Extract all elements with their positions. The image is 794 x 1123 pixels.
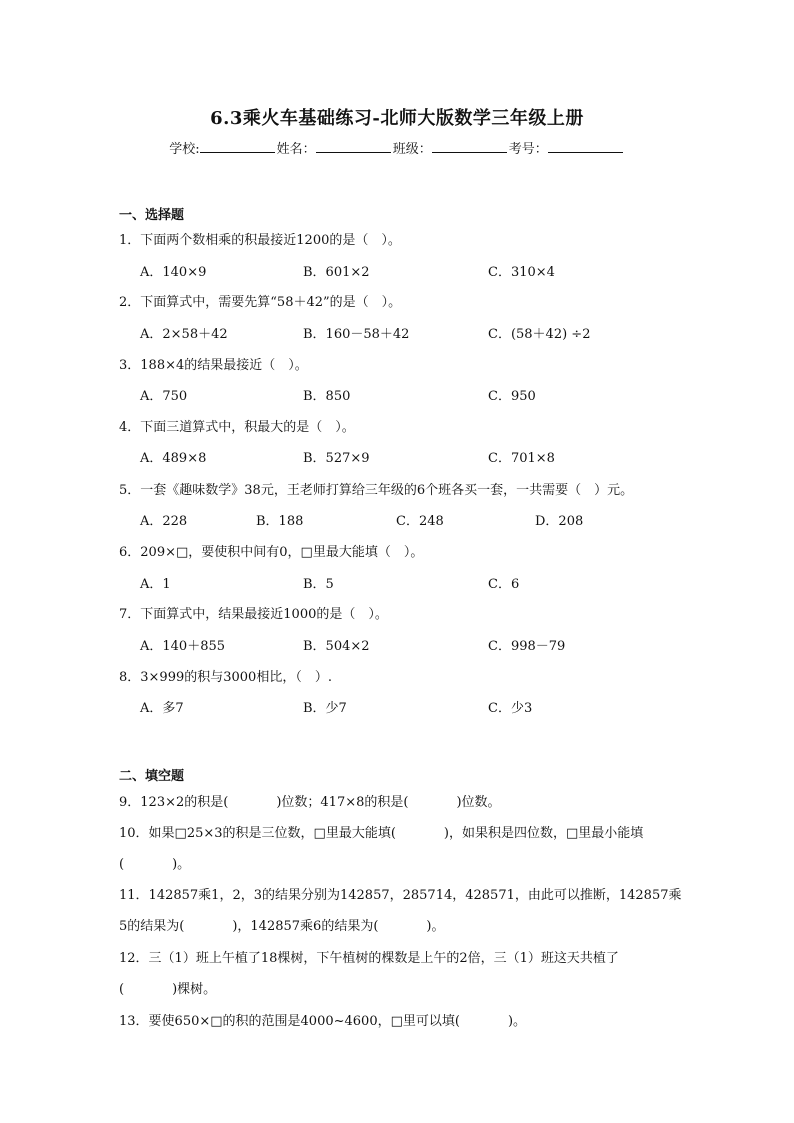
option-5c: C．248 xyxy=(396,514,444,529)
q9-part2: )位数；417×8的积是( xyxy=(276,795,409,810)
q11-part4: )。 xyxy=(426,919,445,934)
option-4c: C．701×8 xyxy=(488,451,555,466)
name-label: 姓名： xyxy=(276,142,316,157)
option-1a: A．140×9 xyxy=(140,265,207,280)
question-10-line2 xyxy=(119,853,190,872)
section-heading-fill: 二、填空题 xyxy=(119,769,185,784)
question-12-line2 xyxy=(119,978,216,997)
question-5: 5．一套《趣味数学》38元，王老师打算给三年级的6个班各买一套，一共需要（ ）元。 xyxy=(119,483,634,498)
option-4a: A．489×8 xyxy=(140,451,207,466)
question-3: 3．188×4的结果最接近（ ）。 xyxy=(119,358,308,373)
q13-part2: )。 xyxy=(507,1014,527,1029)
option-7a: A．140＋855 xyxy=(140,639,226,654)
option-2b: B．160－58＋42 xyxy=(303,327,410,342)
option-5b: B．188 xyxy=(256,514,304,529)
question-7: 7．下面算式中，结果最接近1000的是（ ）。 xyxy=(119,607,388,622)
page-title: 6.3乘火车基础练习-北师大版数学三年级上册 xyxy=(210,108,584,129)
q10-part2: )，如果积是四位数，□里最小能填 xyxy=(443,826,644,841)
question-6: 6．209×□，要使积中间有0，□里最大能填（ ）。 xyxy=(119,545,424,560)
question-13 xyxy=(119,1010,526,1029)
name-blank[interactable] xyxy=(316,140,391,153)
option-8b: B．少7 xyxy=(303,701,347,716)
option-7b: B．504×2 xyxy=(303,639,370,654)
question-10-line1 xyxy=(119,822,643,841)
q12-part3: )棵树。 xyxy=(172,982,217,997)
school-blank[interactable] xyxy=(200,140,275,153)
option-5d: D．208 xyxy=(535,514,584,529)
school-label: 学校: xyxy=(169,142,200,157)
question-1: 1．下面两个数相乘的积最接近1200的是（ ）。 xyxy=(119,233,401,248)
q12-part2: ( xyxy=(119,982,125,997)
exam-blank[interactable] xyxy=(548,140,623,153)
option-6c: C．6 xyxy=(488,577,520,592)
q13-part1: 13．要使650×□的积的范围是4000~4600，□里可以填( xyxy=(119,1014,460,1029)
q11-part3: )，142857乘6的结果为( xyxy=(232,919,379,934)
option-8a: A．多7 xyxy=(140,701,184,716)
option-2a: A．2×58＋42 xyxy=(140,327,228,342)
q9-part1: 9．123×2的积是( xyxy=(119,795,229,810)
option-8c: C．少3 xyxy=(488,701,533,716)
option-2c: C．(58＋42) ÷2 xyxy=(488,327,591,342)
class-blank[interactable] xyxy=(432,140,507,153)
exam-label: 考号： xyxy=(508,142,548,157)
option-1c: C．310×4 xyxy=(488,265,555,280)
option-7c: C．998－79 xyxy=(488,639,566,654)
question-12-line1 xyxy=(119,947,619,966)
q10-part1: 10．如果□25×3的积是三位数，□里最大能填( xyxy=(119,826,396,841)
section-heading-choice: 一、选择题 xyxy=(119,208,185,223)
q10-part3: ( xyxy=(119,857,125,872)
question-2: 2．下面算式中，需要先算“58＋42”的是（ ）。 xyxy=(119,295,402,310)
question-8: 8．3×999的积与3000相比，（ ）. xyxy=(119,670,332,685)
question-11-line1 xyxy=(119,884,682,903)
question-4: 4．下面三道算式中，积最大的是（ ）。 xyxy=(119,420,355,435)
option-3b: B．850 xyxy=(303,389,351,404)
q9-part3: )位数。 xyxy=(456,795,501,810)
student-info-line xyxy=(0,138,794,157)
question-9 xyxy=(119,791,501,810)
option-6a: A．1 xyxy=(140,577,171,592)
q12-part1: 12．三（1）班上午植了18棵树，下午植树的棵数是上午的2倍，三（1）班这天共植了 xyxy=(119,951,619,966)
option-4b: B．527×9 xyxy=(303,451,370,466)
q11-part1: 11．142857乘1，2，3的结果分别为142857，285714，428571，由此可以推断，142857乘 xyxy=(119,888,682,903)
q10-part4: )。 xyxy=(172,857,191,872)
option-3a: A．750 xyxy=(140,389,188,404)
class-label: 班级： xyxy=(392,142,432,157)
question-11-line2 xyxy=(119,915,444,934)
option-6b: B．5 xyxy=(303,577,334,592)
option-1b: B．601×2 xyxy=(303,265,370,280)
q11-part2: 5的结果为( xyxy=(119,919,185,934)
option-3c: C．950 xyxy=(488,389,536,404)
option-5a: A．228 xyxy=(140,514,188,529)
